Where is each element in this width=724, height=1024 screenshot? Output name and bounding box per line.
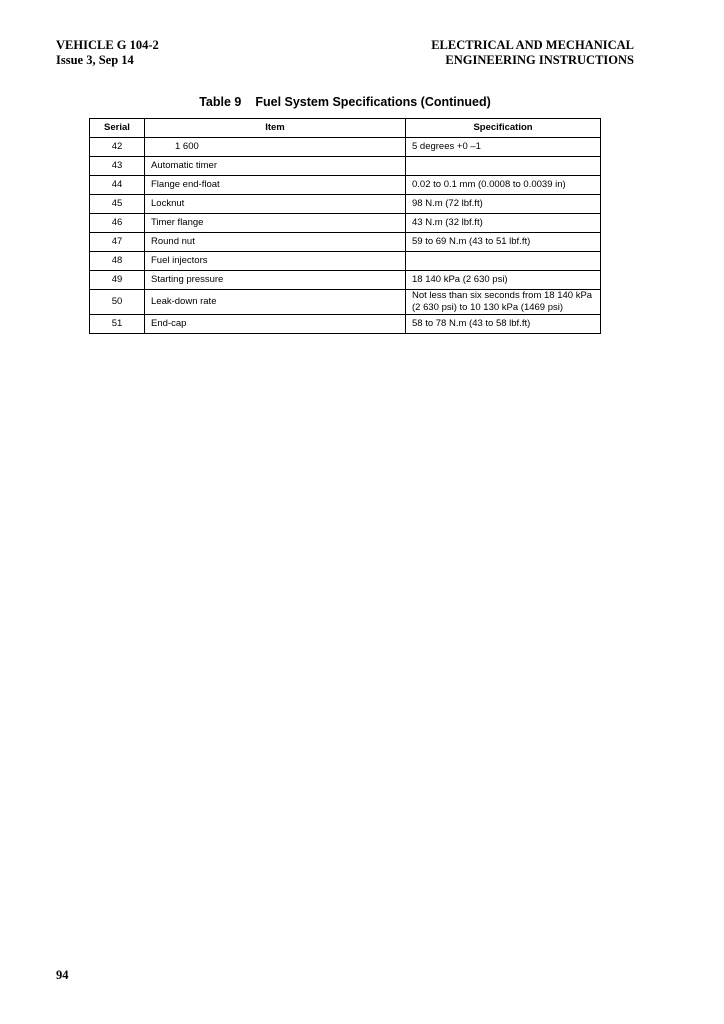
table-title: Fuel System Specifications (Continued)	[255, 95, 491, 109]
item-cell: End-cap	[145, 315, 406, 334]
serial-cell: 45	[90, 195, 145, 214]
table-row	[90, 138, 601, 157]
publication-series-line1: ELECTRICAL AND MECHANICAL	[431, 38, 634, 52]
document-header-left	[56, 38, 159, 68]
spec-cell: 43 N.m (32 lbf.ft)	[406, 214, 601, 233]
spec-cell: 59 to 69 N.m (43 to 51 lbf.ft)	[406, 233, 601, 252]
spec-cell	[406, 157, 601, 176]
document-header-right	[431, 38, 634, 68]
serial-cell: 49	[90, 271, 145, 290]
specifications-table	[89, 118, 601, 334]
serial-cell: 51	[90, 315, 145, 334]
serial-cell: 48	[90, 252, 145, 271]
spec-cell: 18 140 kPa (2 630 psi)	[406, 271, 601, 290]
item-cell: Leak-down rate	[145, 290, 406, 315]
column-header-serial: Serial	[90, 119, 145, 138]
spec-cell: 5 degrees +0 –1	[406, 138, 601, 157]
spec-cell: Not less than six seconds from 18 140 kPa (2 630 psi) to 10 130 kPa (1469 psi)	[406, 290, 601, 315]
item-cell: Locknut	[145, 195, 406, 214]
serial-cell: 46	[90, 214, 145, 233]
serial-cell: 42	[90, 138, 145, 157]
serial-cell: 50	[90, 290, 145, 315]
page-number: 94	[56, 968, 69, 982]
table-row	[90, 315, 601, 334]
item-cell: Starting pressure	[145, 271, 406, 290]
spec-cell: 0.02 to 0.1 mm (0.0008 to 0.0039 in)	[406, 176, 601, 195]
item-cell: Timer flange	[145, 214, 406, 233]
table-row	[90, 290, 601, 315]
table-row	[90, 214, 601, 233]
column-header-specification: Specification	[406, 119, 601, 138]
serial-cell: 44	[90, 176, 145, 195]
spec-cell: 58 to 78 N.m (43 to 58 lbf.ft)	[406, 315, 601, 334]
spec-cell: 98 N.m (72 lbf.ft)	[406, 195, 601, 214]
item-cell: Flange end-float	[145, 176, 406, 195]
table-caption	[89, 94, 601, 110]
item-cell: Round nut	[145, 233, 406, 252]
item-cell: Automatic timer	[145, 157, 406, 176]
table-row	[90, 252, 601, 271]
table-header-row	[90, 119, 601, 138]
item-cell: Fuel injectors	[145, 252, 406, 271]
serial-cell: 43	[90, 157, 145, 176]
item-cell: 1 600	[145, 138, 406, 157]
column-header-item: Item	[145, 119, 406, 138]
table-row	[90, 157, 601, 176]
table-number: Table 9	[199, 95, 242, 109]
table-row	[90, 195, 601, 214]
table-row	[90, 176, 601, 195]
publication-series-line2: ENGINEERING INSTRUCTIONS	[445, 53, 634, 67]
table-row	[90, 233, 601, 252]
issue-date: Issue 3, Sep 14	[56, 53, 134, 67]
serial-cell: 47	[90, 233, 145, 252]
vehicle-designation: VEHICLE G 104-2	[56, 38, 159, 52]
spec-cell	[406, 252, 601, 271]
table-row	[90, 271, 601, 290]
